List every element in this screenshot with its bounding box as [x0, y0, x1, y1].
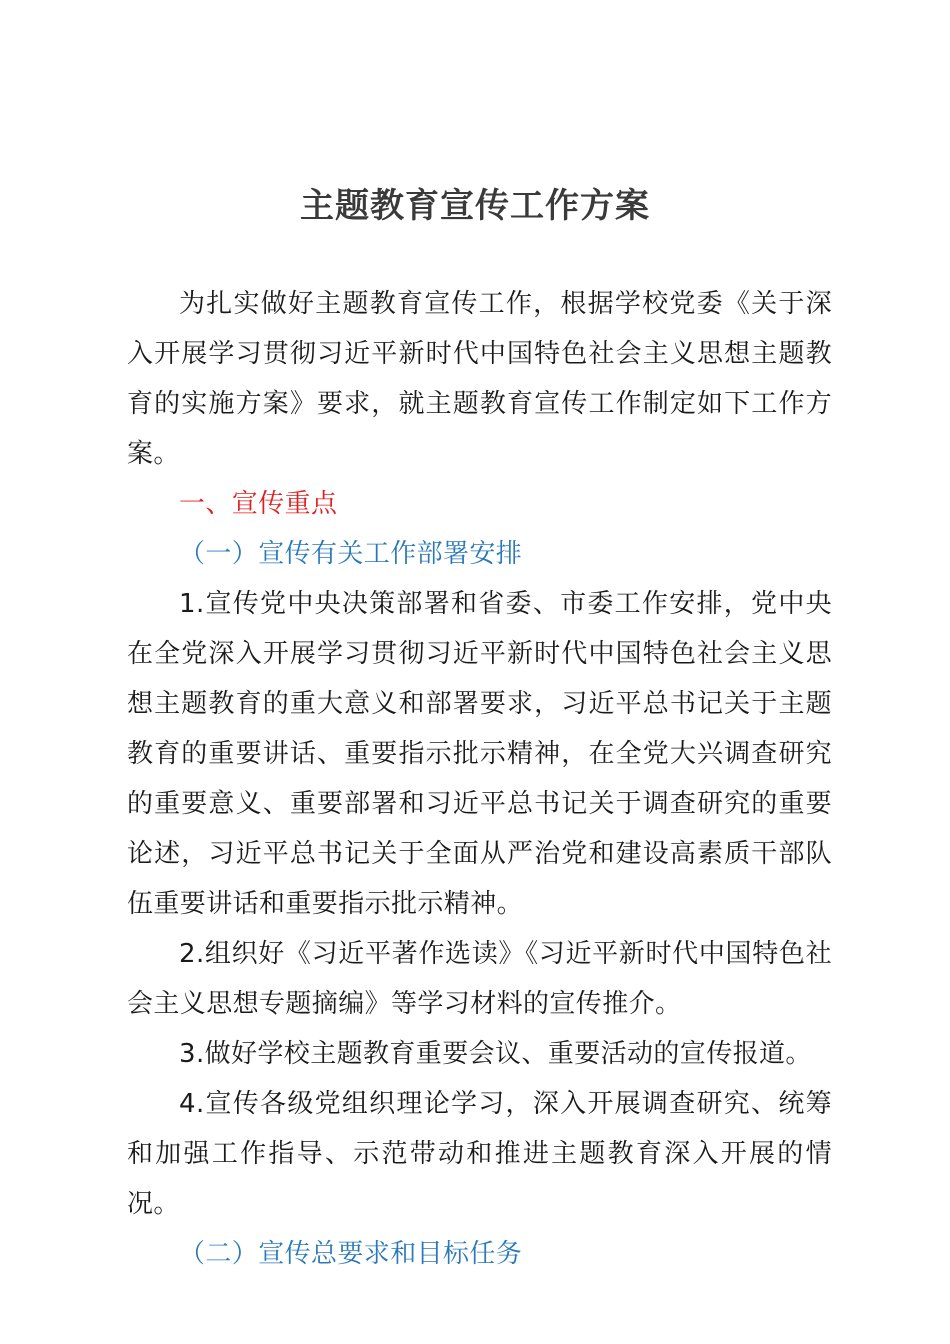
document-title: 主题教育宣传工作方案	[300, 186, 650, 226]
list-item-1: 1.宣传党中央决策部署和省委、市委工作安排，党中央在全党深入开展学习贯彻习近平新时代中国特色社会主义思想主题教育的重大意义和部署要求，习近平总书记关于主题教育的重要讲话、重要指示批示精神，在全党大兴调查研究的重要意义、重要部署和习近平总书记关于调查研究的重要论述，习近平总书记关于全面从严治党和建设高素质干部队伍重要讲话和重要指示批示精神。	[127, 589, 832, 919]
section-heading-1: 一、宣传重点	[179, 489, 338, 519]
list-item-3: 3.做好学校主题教育重要会议、重要活动的宣传报道。	[179, 1039, 812, 1069]
intro-paragraph: 为扎实做好主题教育宣传工作，根据学校党委《关于深入开展学习贯彻习近平新时代中国特色社会主义思想主题教育的实施方案》要求，就主题教育宣传工作制定如下工作方案。	[127, 289, 832, 469]
subsection-heading-1: （一）宣传有关工作部署安排	[179, 539, 523, 569]
list-item-4: 4.宣传各级党组织理论学习，深入开展调查研究、统筹和加强工作指导、示范带动和推进主题教育深入开展的情况。	[127, 1089, 832, 1219]
subsection-heading-2: （二）宣传总要求和目标任务	[179, 1239, 523, 1269]
list-item-2: 2.组织好《习近平著作选读》《习近平新时代中国特色社会主义思想专题摘编》等学习材料的宣传推介。	[127, 939, 832, 1019]
document-body	[127, 279, 832, 1279]
